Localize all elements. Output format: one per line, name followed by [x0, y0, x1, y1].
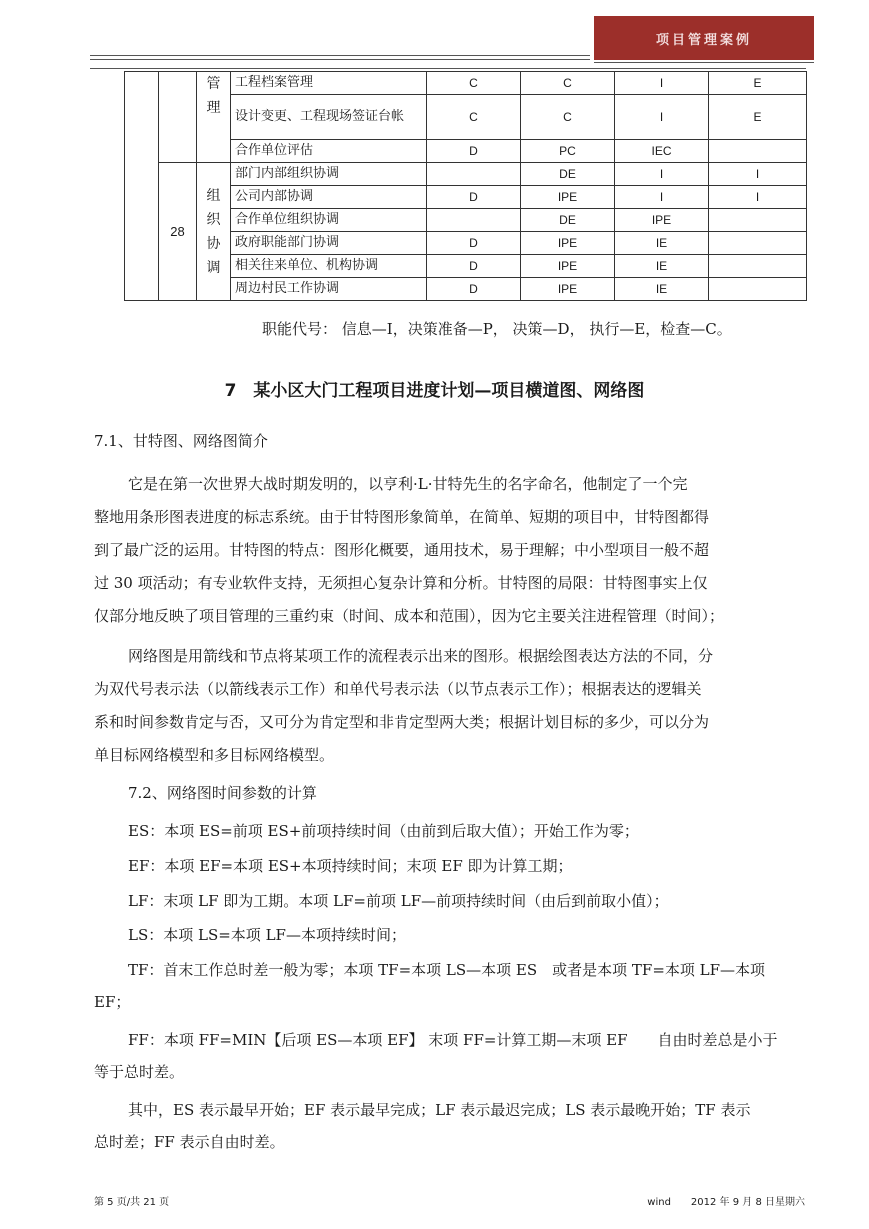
- function-code-legend: 职能代号： 信息—I，决策准备—P， 决策—D， 执行—E，检查—C。: [262, 320, 732, 338]
- table-cell: IEC: [615, 140, 709, 163]
- page-number: 第 5 页/共 21 页: [94, 1197, 170, 1208]
- table-cell: I: [615, 186, 709, 209]
- header-rule: [594, 62, 814, 63]
- table-cell: D: [427, 255, 521, 278]
- paragraph-line: 它是在第一次世界大战时期发明的，以亨利·L·甘特先生的名字命名，他制定了一个完: [128, 475, 688, 493]
- table-cell: [709, 140, 807, 163]
- table-cell: IPE: [521, 186, 615, 209]
- header-rule: [90, 55, 590, 56]
- row-number: 28: [159, 163, 197, 301]
- table-cell: [709, 209, 807, 232]
- table-cell: I: [615, 163, 709, 186]
- table-cell: I: [709, 186, 807, 209]
- table-row: [125, 163, 807, 186]
- table-cell: 周边村民工作协调: [231, 278, 427, 301]
- paragraph-line: 仅部分地反映了项目管理的三重约束（时间、成本和范围），因为它主要关注进程管理（时间）；: [94, 607, 725, 625]
- group-label-coordination: [197, 163, 231, 301]
- table-cell: 合作单位组织协调: [231, 209, 427, 232]
- table-cell: IPE: [615, 209, 709, 232]
- paragraph-line: 过 30 项活动；有专业软件支持，无须担心复杂计算和分析。甘特图的局限：甘特图事实上仅: [94, 574, 708, 592]
- formula-ls: LS：本项 LS=本项 LF—本项持续时间；: [128, 926, 406, 944]
- group-char: 理: [206, 100, 221, 116]
- table-cell: 部门内部组织协调: [231, 163, 427, 186]
- paragraph-line: 整地用条形图表进度的标志系统。由于甘特图形象简单，在简单、短期的项目中，甘特图都得: [94, 508, 710, 526]
- paragraph-line: 到了最广泛的运用。甘特图的特点：图形化概要，通用技术，易于理解；中小型项目一般不超: [94, 541, 710, 559]
- header-rule: [90, 59, 590, 60]
- table-cell: E: [709, 95, 807, 140]
- table-cell: I: [615, 72, 709, 95]
- table-cell: IPE: [521, 255, 615, 278]
- formula-lf: LF：末项 LF 即为工期。本项 LF=前项 LF—前项持续时间（由后到前取小值）；: [128, 892, 669, 910]
- paragraph-line: 系和时间参数肯定与否，又可分为肯定型和非肯定型两大类；根据计划目标的多少，可以分为: [94, 713, 710, 731]
- table-cell: 合作单位评估: [231, 140, 427, 163]
- paragraph-line: 单目标网络模型和多目标网络模型。: [94, 746, 335, 764]
- table-cell: E: [709, 72, 807, 95]
- table-cell: D: [427, 140, 521, 163]
- table-row: [125, 72, 807, 95]
- table-cell: C: [427, 72, 521, 95]
- table-cell: 设计变更、工程现场签证台帐: [231, 95, 427, 140]
- subsection-heading: 7.1、甘特图、网络图简介: [94, 432, 268, 450]
- table-cell: C: [521, 72, 615, 95]
- table-cell: 政府职能部门协调: [231, 232, 427, 255]
- table-cell: I: [615, 95, 709, 140]
- table-cell: IPE: [521, 232, 615, 255]
- paragraph-line: 网络图是用箭线和节点将某项工作的流程表示出来的图形。根据绘图表达方法的不同，分: [128, 647, 714, 665]
- table-cell: DE: [521, 163, 615, 186]
- abbreviation-note: 其中，ES 表示最早开始；EF 表示最早完成；LF 表示最迟完成；LS 表示最晚开始；TF 表示: [128, 1101, 751, 1119]
- group-char: 组: [206, 187, 221, 204]
- section-title: 7 某小区大门工程项目进度计划—项目横道图、网络图: [224, 381, 645, 401]
- formula-ff-cont: 等于总时差。: [94, 1063, 185, 1081]
- paragraph-line: 为双代号表示法（以箭线表示工作）和单代号表示法（以节点表示工作）；根据表达的逻辑关: [94, 680, 702, 698]
- table-cell: 公司内部协调: [231, 186, 427, 209]
- table-cell: [159, 72, 197, 163]
- formula-ff: FF：本项 FF=MIN【后项 ES—本项 EF】 末项 FF=计算工期—末项 EF 自由时差总是小于: [128, 1031, 778, 1049]
- group-char: 织: [206, 211, 221, 228]
- table-cell: [125, 72, 159, 301]
- table-cell: PC: [521, 140, 615, 163]
- group-char: 管: [206, 76, 221, 92]
- responsibility-table: [124, 71, 807, 301]
- table-cell: IE: [615, 232, 709, 255]
- table-cell: 工程档案管理: [231, 72, 427, 95]
- table-cell: [709, 255, 807, 278]
- table-cell: [709, 232, 807, 255]
- group-label-management: [197, 72, 231, 163]
- header-badge: 项目管理案例: [594, 16, 814, 60]
- table-cell: IE: [615, 255, 709, 278]
- table-cell: DE: [521, 209, 615, 232]
- table-cell: [427, 209, 521, 232]
- table-cell: C: [521, 95, 615, 140]
- formula-es: ES：本项 ES=前项 ES+前项持续时间（由前到后取大值）；开始工作为零；: [128, 822, 639, 840]
- table-cell: [427, 163, 521, 186]
- subsection-heading: 7.2、网络图时间参数的计算: [128, 784, 317, 802]
- formula-ef: EF：本项 EF=本项 ES+本项持续时间；末项 EF 即为计算工期；: [128, 857, 573, 875]
- group-char: 调: [206, 259, 221, 276]
- table-cell: 相关往来单位、机构协调: [231, 255, 427, 278]
- footer-date: wind 2012 年 9 月 8 日星期六: [647, 1197, 805, 1208]
- table-cell: D: [427, 232, 521, 255]
- table-cell: IPE: [521, 278, 615, 301]
- header-rule: [90, 68, 806, 69]
- formula-tf-cont: EF；: [94, 993, 131, 1011]
- table-cell: D: [427, 186, 521, 209]
- table-cell: C: [427, 95, 521, 140]
- table-cell: [709, 278, 807, 301]
- abbreviation-note-cont: 总时差；FF 表示自由时差。: [94, 1133, 285, 1151]
- table-cell: D: [427, 278, 521, 301]
- table-cell: IE: [615, 278, 709, 301]
- table-cell: I: [709, 163, 807, 186]
- group-char: 协: [206, 235, 221, 252]
- formula-tf: TF：首末工作总时差一般为零；本项 TF=本项 LS—本项 ES 或者是本项 TF=本项 LF—本项: [128, 961, 766, 979]
